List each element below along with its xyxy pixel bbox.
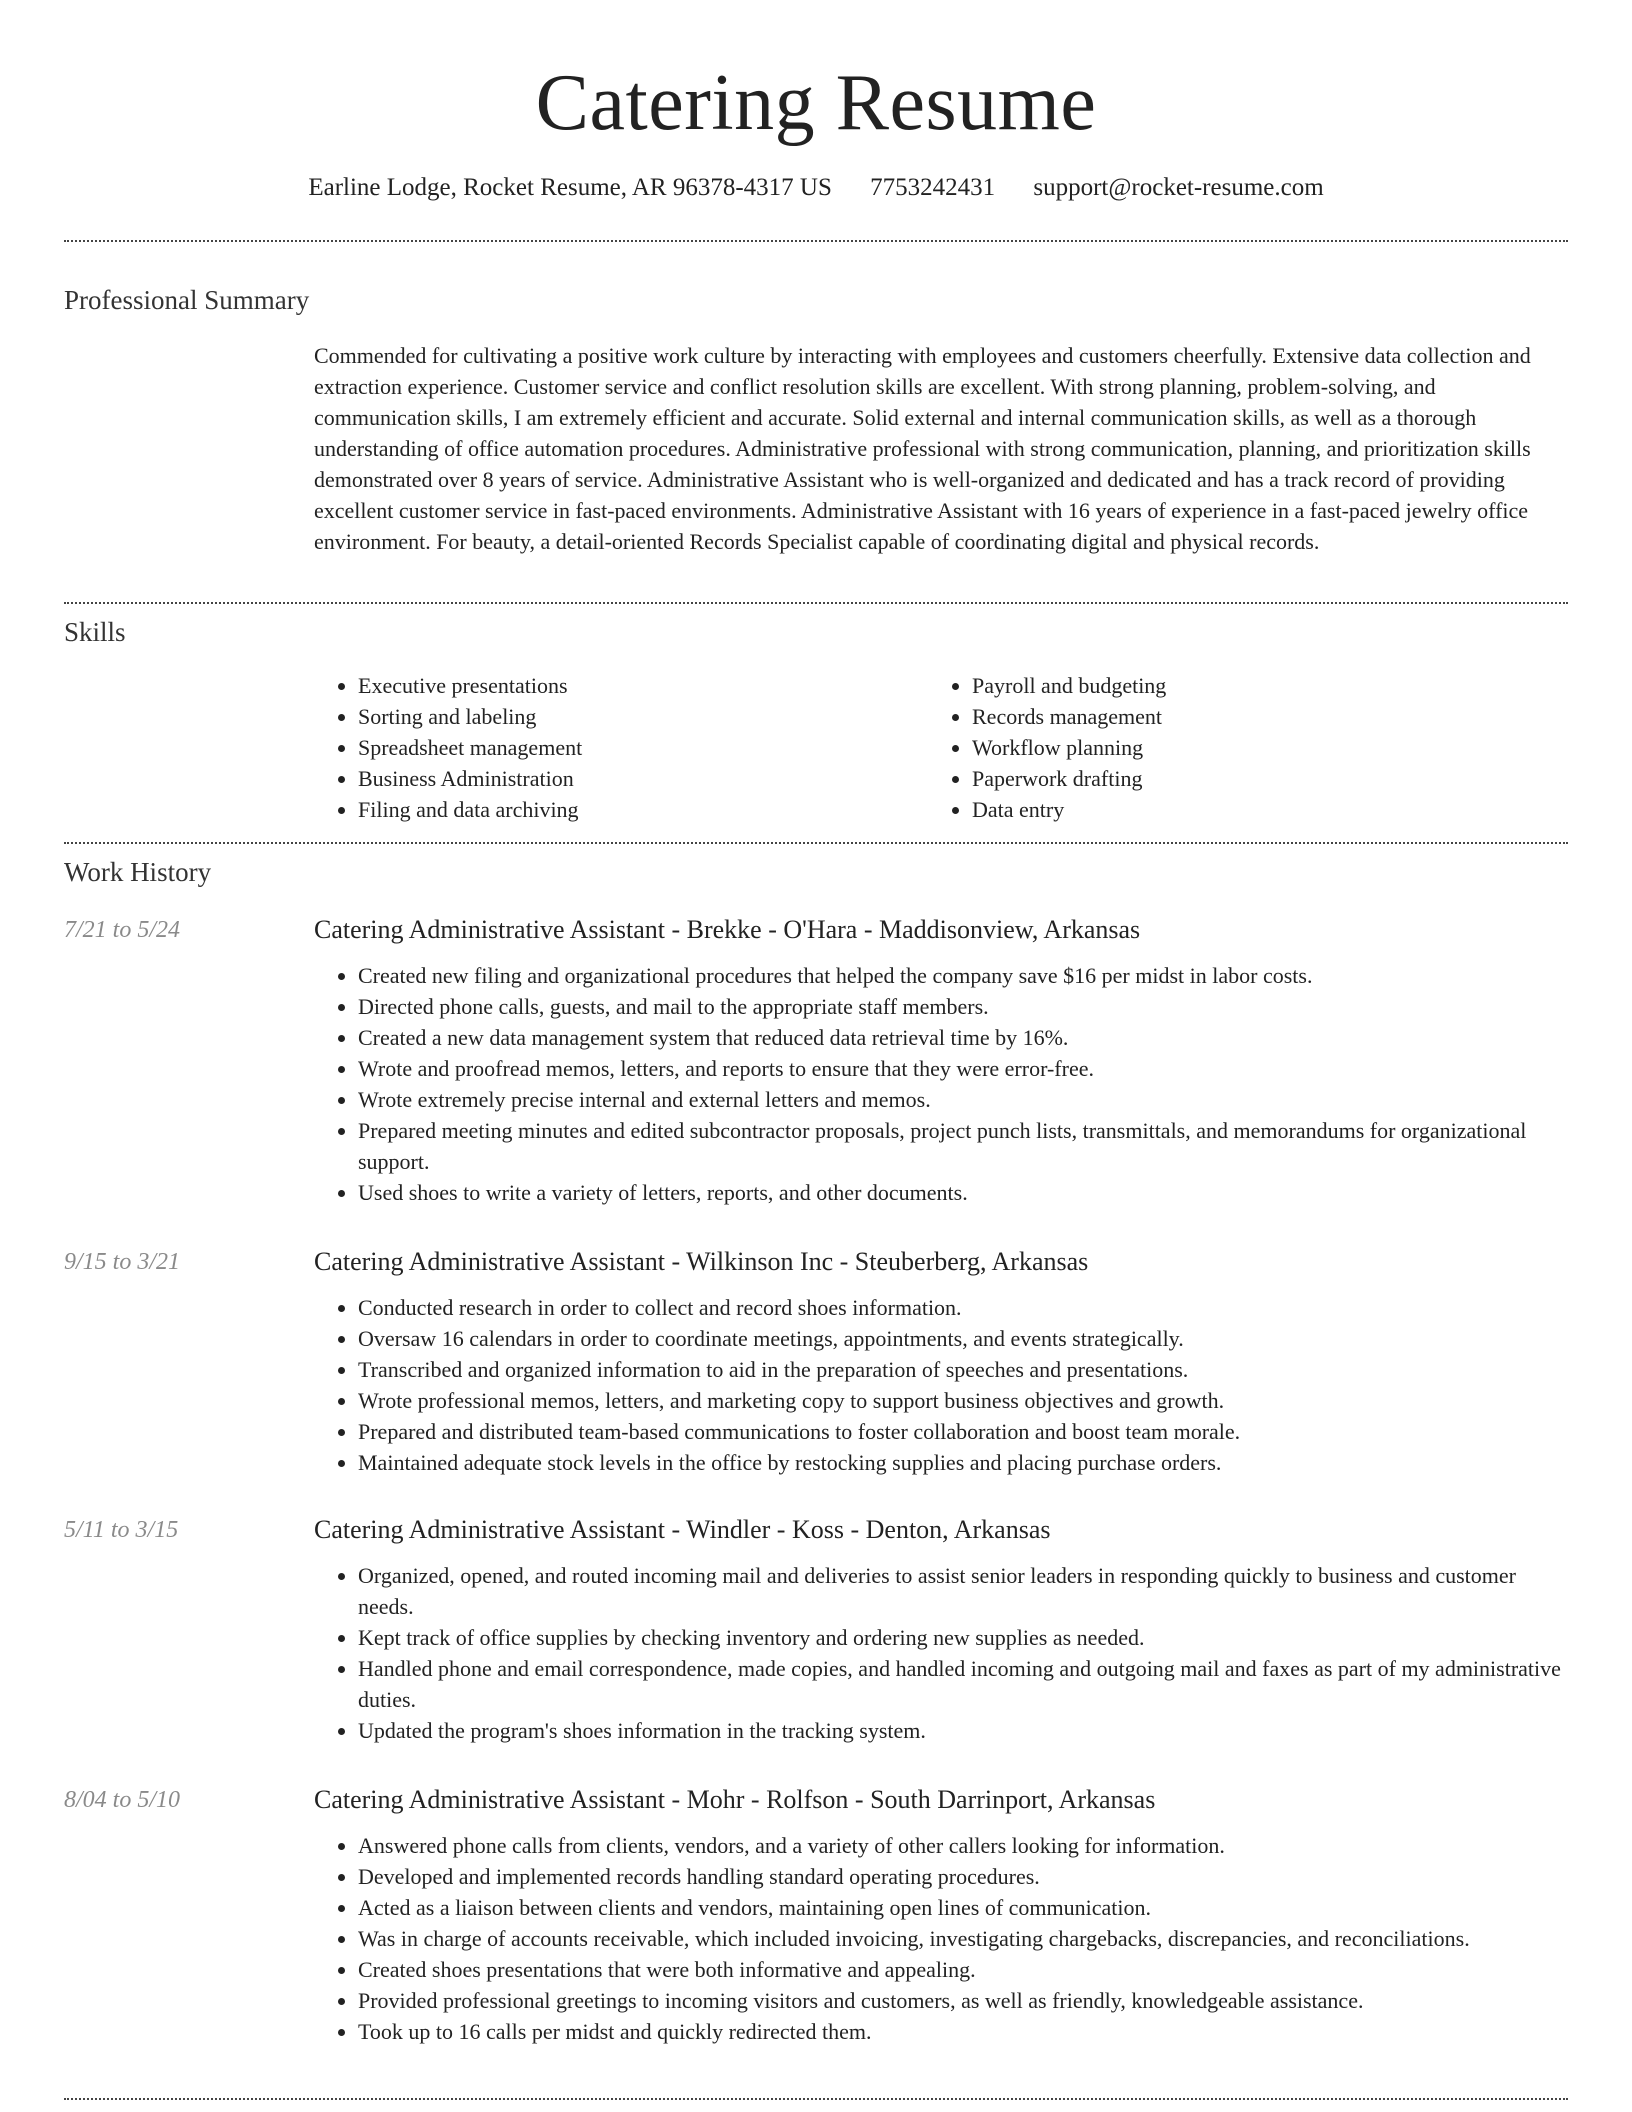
skill-item: • Data entry [972,794,1572,825]
skill-item: • Paperwork drafting [972,763,1572,794]
list-item: • Wrote professional memos, letters, and marketing copy to support business objectives and growth. [358,1385,1568,1416]
divider [64,842,1568,844]
divider [64,240,1568,242]
skill-item: • Business Administration [358,763,928,794]
list-item: • Prepared and distributed team-based communications to foster collaboration and boost team morale. [358,1416,1568,1447]
job-dates: 9/15 to 3/21 [64,1249,181,1275]
divider [64,602,1568,604]
contact-phone: 7753242431 [870,174,996,201]
job-title: Catering Administrative Assistant - Brekke - O'Hara - Maddisonview, Arkansas [314,915,1141,944]
job-bullets [314,960,1568,1208]
skill-item: • Filing and data archiving [358,794,928,825]
skill-item: • Executive presentations [358,670,928,701]
list-item: • Handled phone and email correspondence, made copies, and handled incoming and outgoing mail and faxes as part of my administrative duties. [358,1653,1568,1715]
job-title: Catering Administrative Assistant - Wilkinson Inc - Steuberberg, Arkansas [314,1247,1089,1276]
list-item: • Oversaw 16 calendars in order to coordinate meetings, appointments, and events strategically. [358,1323,1568,1354]
section-title-skills: Skills [64,617,126,647]
job-bullets [314,1292,1568,1478]
list-item: • Wrote and proofread memos, letters, and reports to ensure that they were error-free. [358,1053,1568,1084]
list-item: • Updated the program's shoes information in the tracking system. [358,1715,1568,1746]
skill-item: • Workflow planning [972,732,1572,763]
job-dates: 5/11 to 3/15 [64,1517,179,1543]
skill-item: • Records management [972,701,1572,732]
list-item: • Created a new data management system that reduced data retrieval time by 16%. [358,1022,1568,1053]
job-title: Catering Administrative Assistant - Windler - Koss - Denton, Arkansas [314,1515,1051,1544]
divider [64,2098,1568,2100]
list-item: • Created new filing and organizational procedures that helped the company save $16 per midst in labor costs. [358,960,1568,991]
job-dates: 8/04 to 5/10 [64,1787,181,1813]
list-item: • Maintained adequate stock levels in the office by restocking supplies and placing purchase orders. [358,1447,1568,1478]
list-item: • Wrote extremely precise internal and external letters and memos. [358,1084,1568,1115]
list-item: • Transcribed and organized information to aid in the preparation of speeches and presentations. [358,1354,1568,1385]
skill-item: • Spreadsheet management [358,732,928,763]
job-title: Catering Administrative Assistant - Mohr - Rolfson - South Darrinport, Arkansas [314,1785,1156,1814]
summary-text: Commended for cultivating a positive work culture by interacting with employees and customers cheerfully. Extensive data collection and extraction experience. Customer service and conflict resolution skills are excellent. With strong planning, problem-solving, and communication skills, I am extremely efficient and accurate. Solid external and internal communication skills, as well as a thorough understanding of office automation procedures. Administrative professional with strong communication, planning, and prioritization skills demonstrated over 8 years of service. Administrative Assistant who is well-organized and dedicated and has a track record of providing excellent customer service in fast-paced environments. Administrative Assistant with 16 years of experience in a fast-paced jewelry office environment. For beauty, a detail-oriented Records Specialist capable of coordinating digital and physical records. [314,343,1531,554]
list-item: • Took up to 16 calls per midst and quickly redirected them. [358,2016,1568,2047]
contact-address: Earline Lodge, Rocket Resume, AR 96378-4317 US [308,174,832,201]
contact-line [0,170,1632,206]
list-item: • Answered phone calls from clients, vendors, and a variety of other callers looking for information. [358,1830,1568,1861]
section-title-work: Work History [64,857,212,887]
list-item: • Conducted research in order to collect and record shoes information. [358,1292,1568,1323]
list-item: • Directed phone calls, guests, and mail to the appropriate staff members. [358,991,1568,1022]
section-title-summary: Professional Summary [64,285,310,315]
skill-item: • Payroll and budgeting [972,670,1572,701]
job-bullets [314,1560,1568,1746]
job-bullets [314,1830,1568,2047]
list-item: • Was in charge of accounts receivable, which included invoicing, investigating chargebacks, discrepancies, and reconciliations. [358,1923,1568,1954]
list-item: • Provided professional greetings to incoming visitors and customers, as well as friendly, knowledgeable assistance. [358,1985,1568,2016]
contact-email: support@rocket-resume.com [1033,174,1324,201]
skill-item: • Sorting and labeling [358,701,928,732]
skills-list-right [928,670,1572,825]
list-item: • Prepared meeting minutes and edited subcontractor proposals, project punch lists, transmittals, and memorandums for organizational support. [358,1115,1568,1177]
resume-title: Catering Resume [535,59,1097,147]
list-item: • Acted as a liaison between clients and vendors, maintaining open lines of communication. [358,1892,1568,1923]
skills-list-left [314,670,928,825]
job-dates: 7/21 to 5/24 [64,917,181,943]
list-item: • Developed and implemented records handling standard operating procedures. [358,1861,1568,1892]
list-item: • Created shoes presentations that were both informative and appealing. [358,1954,1568,1985]
list-item: • Organized, opened, and routed incoming mail and deliveries to assist senior leaders in responding quickly to business and customer needs. [358,1560,1568,1622]
list-item: • Used shoes to write a variety of letters, reports, and other documents. [358,1177,1568,1208]
list-item: • Kept track of office supplies by checking inventory and ordering new supplies as needed. [358,1622,1568,1653]
